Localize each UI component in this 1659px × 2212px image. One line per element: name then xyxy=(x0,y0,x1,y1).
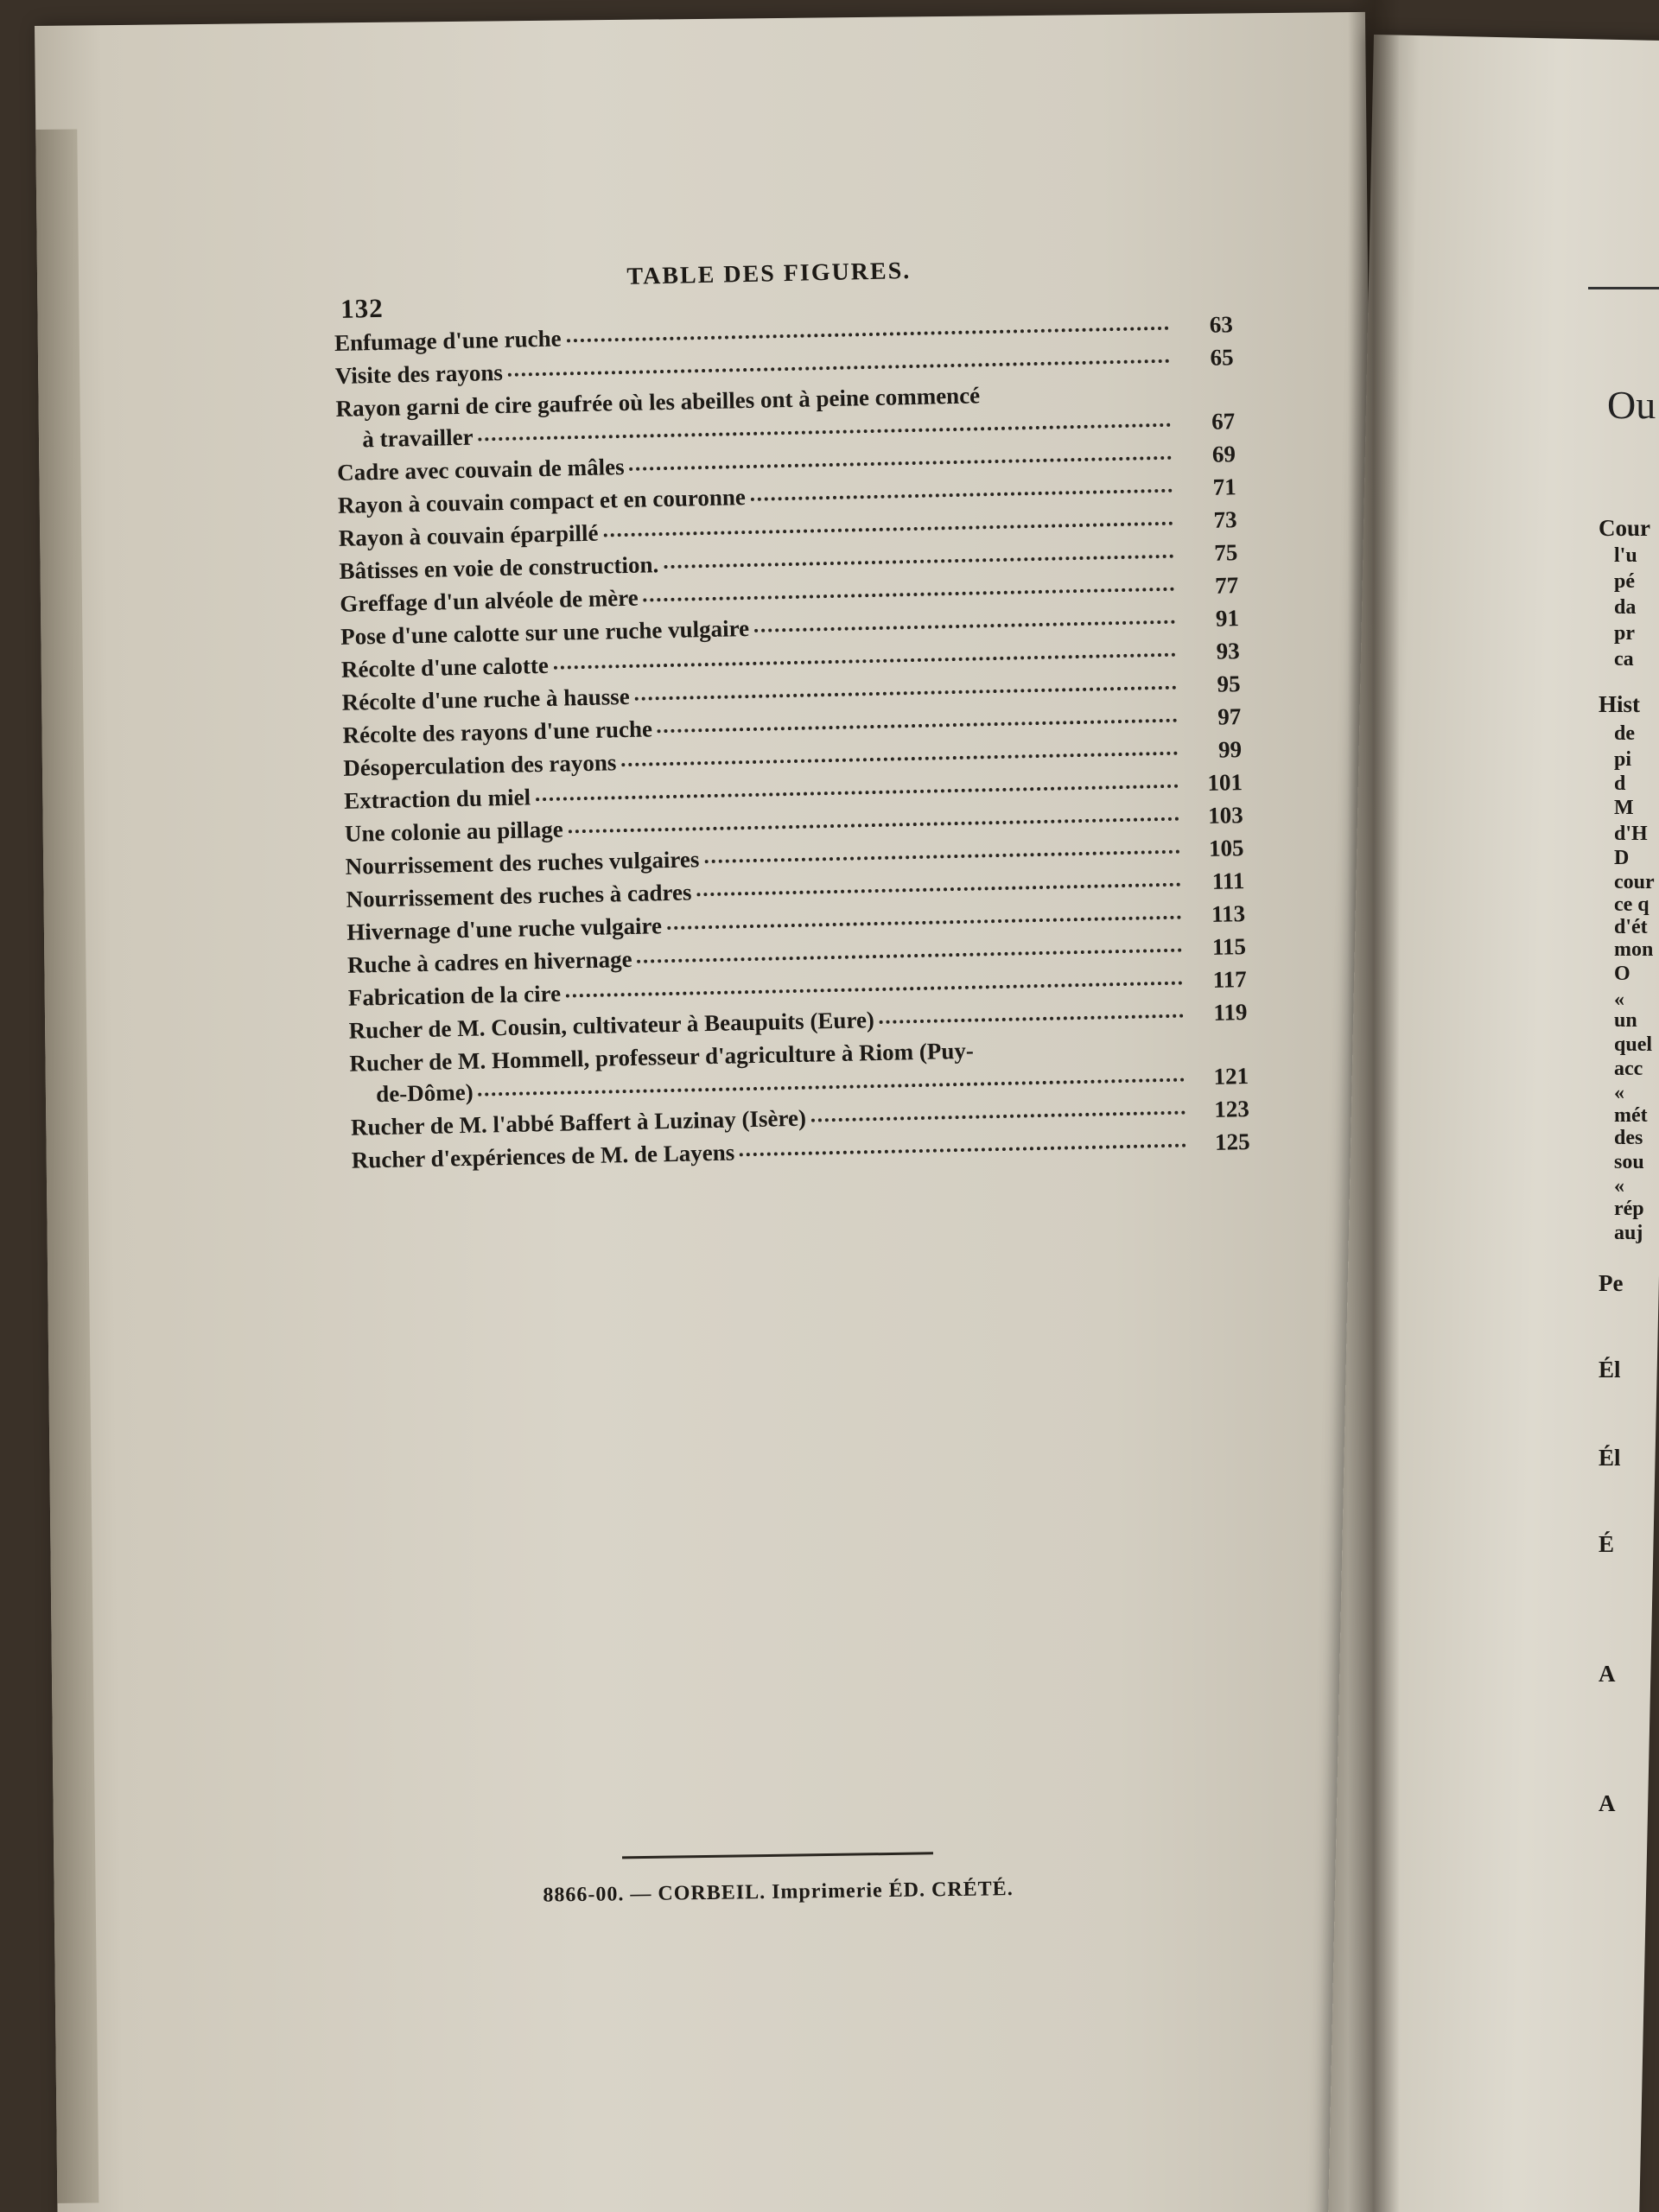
toc-entry-page: 91 xyxy=(1215,605,1240,632)
toc-entry-first-line: Rucher de M. Hommell, professeur d'agriculture à Riom (Puy- xyxy=(349,1037,975,1077)
right-page-fragment: « xyxy=(1614,1175,1624,1198)
table-of-figures xyxy=(334,311,1250,1180)
dot-leader xyxy=(704,850,1179,864)
toc-entry-first-line: Rayon garni de cire gaufrée où les abeilles ont à peine commencé xyxy=(335,382,981,422)
toc-entry-page: 111 xyxy=(1211,868,1245,894)
toc-entry-label: Cadre avec couvain de mâles xyxy=(336,453,625,486)
dot-leader xyxy=(479,1078,1185,1096)
toc-page-content xyxy=(333,240,1250,1180)
book-gutter xyxy=(1348,0,1400,2212)
dot-leader xyxy=(696,883,1180,897)
right-page-fragment: d'ét xyxy=(1614,916,1648,938)
toc-entry-label: Rayon à couvain éparpillé xyxy=(338,519,599,551)
right-page-fragment: « xyxy=(1614,1082,1624,1104)
right-page-fragment: Él xyxy=(1599,1445,1621,1471)
toc-entry-label: Désoperculation des rayons xyxy=(343,749,617,781)
toc-entry-label: Nourrissement des ruches vulgaires xyxy=(345,846,700,880)
toc-entry-page: 105 xyxy=(1208,835,1244,861)
toc-entry-label: de-Dôme) xyxy=(375,1078,474,1108)
toc-entry-page: 63 xyxy=(1209,311,1234,338)
running-title: TABLE DES FIGURES. xyxy=(626,257,912,290)
right-page-fragment: A xyxy=(1599,1661,1616,1687)
right-page-rule xyxy=(1588,287,1659,289)
right-page-fragment: sou xyxy=(1614,1151,1644,1173)
toc-entry-label: Visite des rayons xyxy=(334,359,504,389)
toc-entry-page: 69 xyxy=(1211,441,1236,467)
right-page-fragment: Pe xyxy=(1599,1270,1624,1296)
toc-entry-page: 113 xyxy=(1211,900,1246,927)
toc-entry-label: Greffage d'un alvéole de mère xyxy=(340,584,639,617)
page-edge xyxy=(35,129,99,2202)
right-page-fragment: cour xyxy=(1614,871,1655,893)
dot-leader xyxy=(880,1014,1184,1024)
colophon xyxy=(518,1851,1038,1908)
toc-entry-page: 103 xyxy=(1207,802,1244,829)
dot-leader xyxy=(644,588,1175,602)
right-page-fragment: M xyxy=(1614,797,1634,819)
right-page-fragment: auj xyxy=(1614,1222,1643,1244)
toc-entry-label: Rucher d'expériences de M. de Layens xyxy=(351,1139,735,1173)
dot-leader xyxy=(536,785,1179,802)
right-page-fragment: D xyxy=(1614,847,1630,869)
toc-entry-label: Hivernage d'une ruche vulgaire xyxy=(346,912,663,945)
toc-entry-page: 99 xyxy=(1217,736,1243,763)
dot-leader xyxy=(508,359,1170,377)
toc-entry-label: Rayon à couvain compact et en couronne xyxy=(337,484,747,518)
toc-entry-label: Fabrication de la cire xyxy=(347,980,562,1011)
dot-leader xyxy=(664,555,1173,569)
right-page-fragment: A xyxy=(1599,1790,1616,1816)
toc-entry-page: 93 xyxy=(1216,638,1241,664)
toc-entry-page: 123 xyxy=(1214,1096,1250,1122)
toc-entry-label: Enfumage d'une ruche xyxy=(334,325,562,356)
right-page-fragment: mon xyxy=(1614,938,1654,961)
colophon-text: 8866-00. — CORBEIL. Imprimerie ÉD. CRÉTÉ. xyxy=(543,1878,1014,1907)
toc-entry-label: à travailler xyxy=(362,423,474,453)
right-page-fragment: d xyxy=(1614,772,1626,795)
toc-entry-page: 65 xyxy=(1210,344,1234,371)
right-page-fragment: « xyxy=(1614,988,1624,1011)
right-page-fragment: Hist xyxy=(1599,691,1641,717)
right-page-fragment: pé xyxy=(1614,570,1635,593)
dot-leader xyxy=(621,752,1178,766)
toc-entry-page: 117 xyxy=(1212,966,1247,993)
toc-entry-label: Récolte d'une calotte xyxy=(340,652,550,683)
right-page-fragment: l'u xyxy=(1614,544,1637,567)
page-number: 132 xyxy=(340,292,385,324)
right-page-fragment: Él xyxy=(1599,1357,1621,1382)
right-page-fragment: ce q xyxy=(1614,893,1649,916)
right-page-fragment: da xyxy=(1614,596,1637,619)
dot-leader xyxy=(479,423,1172,442)
dot-leader xyxy=(567,327,1169,343)
toc-entry-label: Nourrissement des ruches à cadres xyxy=(346,879,692,912)
dot-leader xyxy=(667,916,1181,930)
right-page-fragment: O xyxy=(1614,963,1630,985)
dot-leader xyxy=(554,653,1176,670)
right-page-fragment: des xyxy=(1614,1127,1643,1149)
right-page-fragment: É xyxy=(1599,1531,1615,1557)
toc-entry-label: Rucher de M. Cousin, cultivateur à Beaupuits (Eure) xyxy=(348,1007,875,1044)
toc-entry-label: Ruche à cadres en hivernage xyxy=(346,945,632,978)
right-page-fragment: de xyxy=(1614,722,1635,745)
dot-leader xyxy=(811,1111,1185,1122)
dot-leader xyxy=(630,456,1172,471)
dot-leader xyxy=(638,949,1182,963)
right-page-fragment: un xyxy=(1614,1009,1637,1032)
toc-entry-page: 125 xyxy=(1214,1128,1250,1155)
toc-entry-label: Récolte d'une ruche à hausse xyxy=(341,683,630,715)
right-page-fragment: mét xyxy=(1614,1104,1648,1127)
right-page-fragment: acc xyxy=(1614,1058,1643,1080)
toc-entry-page: 97 xyxy=(1217,703,1242,730)
dot-leader xyxy=(751,489,1173,501)
toc-entry-page: 71 xyxy=(1212,474,1237,500)
dot-leader xyxy=(635,686,1177,701)
right-page-fragment: Cour xyxy=(1599,515,1650,541)
toc-entry-label: Récolte des rayons d'une ruche xyxy=(342,715,653,748)
toc-entry-page: 101 xyxy=(1207,769,1243,796)
toc-entry-label: Rucher de M. l'abbé Baffert à Luzinay (Isère) xyxy=(350,1104,807,1141)
right-page-fragment: pr xyxy=(1614,622,1635,645)
right-page-fragment: rép xyxy=(1614,1198,1644,1220)
right-page-fragment: ca xyxy=(1614,648,1634,671)
toc-entry-page: 95 xyxy=(1217,671,1241,697)
toc-entry-page: 121 xyxy=(1213,1063,1249,1090)
dot-leader xyxy=(754,620,1175,632)
right-page-fragment: d'H xyxy=(1614,823,1648,845)
toc-entry-page: 115 xyxy=(1211,933,1247,960)
toc-entry-page: 73 xyxy=(1213,506,1237,533)
right-page-fragment: pi xyxy=(1614,748,1632,771)
toc-entry-page: 77 xyxy=(1214,572,1239,599)
dot-leader xyxy=(740,1144,1186,1157)
dot-leader xyxy=(603,522,1173,537)
dot-leader xyxy=(566,982,1183,998)
dot-leader xyxy=(569,817,1179,834)
toc-entry-page: 75 xyxy=(1214,539,1238,566)
toc-entry-label: Une colonie au pillage xyxy=(344,816,563,847)
toc-entry-label: Bâtisses en voie de construction. xyxy=(339,551,659,584)
right-page-fragment: quel xyxy=(1614,1033,1653,1056)
right-page-title-fragment: Ou xyxy=(1607,383,1656,427)
toc-entry-page: 67 xyxy=(1211,408,1236,435)
toc-entry-label: Pose d'une calotte sur une ruche vulgaire xyxy=(340,615,750,650)
toc-entry-label: Extraction du miel xyxy=(343,784,531,814)
dot-leader xyxy=(658,719,1177,734)
toc-entry-page: 119 xyxy=(1213,999,1248,1026)
